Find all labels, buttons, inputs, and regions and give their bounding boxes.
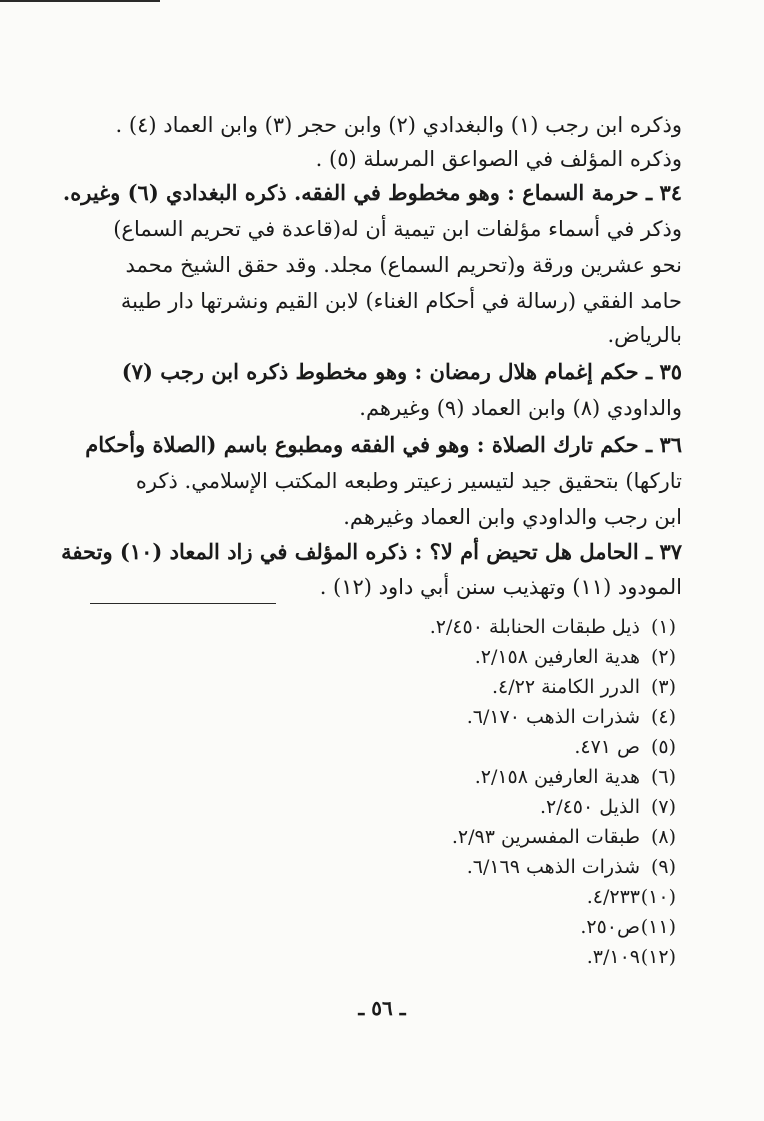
footnote-text: طبقات المفسرين ٢/٩٣. xyxy=(451,826,640,848)
page-number: ـ ٥٦ ـ xyxy=(358,996,406,1020)
footnote xyxy=(376,672,676,702)
footnote-text: الذيل ٢/٤٥٠. xyxy=(539,796,640,818)
entry-34-line-5: بالرياض. xyxy=(607,323,682,347)
footnote xyxy=(376,612,676,642)
footnote-text: ص٢٥٠. xyxy=(580,916,640,938)
entry-34-line-4: حامد الفقي (رسالة في أحكام الغناء) لابن القيم ونشرتها دار طيبة xyxy=(120,289,682,313)
footnote xyxy=(376,642,676,672)
footnote-number: (٩) xyxy=(650,856,676,878)
top-border-line xyxy=(0,0,160,2)
footnote-text: شذرات الذهب ٦/١٧٠. xyxy=(466,706,640,728)
footnote xyxy=(376,852,676,882)
entry-34-line-3: نحو عشرين ورقة و(تحريم السماع) مجلد. وقد حقق الشيخ محمد xyxy=(125,253,682,277)
footnote-text: ٣/١٠٩. xyxy=(586,946,640,968)
entry-36-line-2: تاركها) بتحقيق جيد لتيسير زعيتر وطبعه المكتب الإسلامي. ذكره xyxy=(135,469,682,493)
text-line-2: وذكره المؤلف في الصواعق المرسلة (٥) . xyxy=(315,147,682,171)
footnote xyxy=(376,732,676,762)
entry-36-line-1: ٣٦ ـ حكم تارك الصلاة : وهو في الفقه ومطبوع باسم (الصلاة وأحكام xyxy=(85,432,682,457)
footnote-number: (١٠) xyxy=(640,886,676,908)
footnote-number: (٣) xyxy=(650,676,676,698)
footnote xyxy=(376,822,676,852)
footnote-text: شذرات الذهب ٦/١٦٩. xyxy=(466,856,640,878)
footnote-number: (١) xyxy=(650,616,676,638)
footnote-text: ص ٤٧١. xyxy=(574,736,640,758)
footnote-number: (٧) xyxy=(650,796,676,818)
footnote-number: (٥) xyxy=(650,736,676,758)
entry-35-line-2: والداودي (٨) وابن العماد (٩) وغيرهم. xyxy=(359,396,682,420)
entry-34-line-1: ٣٤ ـ حرمة السماع : وهو مخطوط في الفقه. ذكره البغدادي (٦) وغيره. xyxy=(62,180,682,205)
footnote xyxy=(376,942,676,972)
footnote-number: (٤) xyxy=(650,706,676,728)
footnote-text: هدية العارفين ٢/١٥٨. xyxy=(474,646,640,668)
text-line-1: وذكره ابن رجب (١) والبغدادي (٢) وابن حجر (٣) وابن العماد (٤) . xyxy=(115,113,682,137)
footnote-number: (٨) xyxy=(650,826,676,848)
footnote-text: ذيل طبقات الحنابلة ٢/٤٥٠. xyxy=(429,616,640,638)
footnote-number: (١٢) xyxy=(640,946,676,968)
footnote-separator xyxy=(90,603,276,604)
entry-34-line-2: وذكر في أسماء مؤلفات ابن تيمية أن له(قاعدة في تحريم السماع) xyxy=(113,217,682,241)
footnote-number: (١١) xyxy=(640,916,676,938)
footnote xyxy=(376,762,676,792)
footnote-text: ٤/٢٣٣. xyxy=(586,886,640,908)
footnote-text: الدرر الكامنة ٤/٢٢. xyxy=(492,676,640,698)
footnote xyxy=(376,912,676,942)
footnote-number: (٢) xyxy=(650,646,676,668)
entry-36-line-3: ابن رجب والداودي وابن العماد وغيرهم. xyxy=(343,505,682,529)
entry-37-line-1: ٣٧ ـ الحامل هل تحيض أم لا؟ : ذكره المؤلف في زاد المعاد (١٠) وتحفة xyxy=(61,539,682,564)
footnote xyxy=(376,882,676,912)
footnote-text: هدية العارفين ٢/١٥٨. xyxy=(474,766,640,788)
footnote xyxy=(376,702,676,732)
footnote xyxy=(376,792,676,822)
footnote-number: (٦) xyxy=(650,766,676,788)
entry-37-line-2: المودود (١١) وتهذيب سنن أبي داود (١٢) . xyxy=(319,575,682,599)
entry-35-line-1: ٣٥ ـ حكم إغمام هلال رمضان : وهو مخطوط ذكره ابن رجب (٧) xyxy=(121,359,682,384)
